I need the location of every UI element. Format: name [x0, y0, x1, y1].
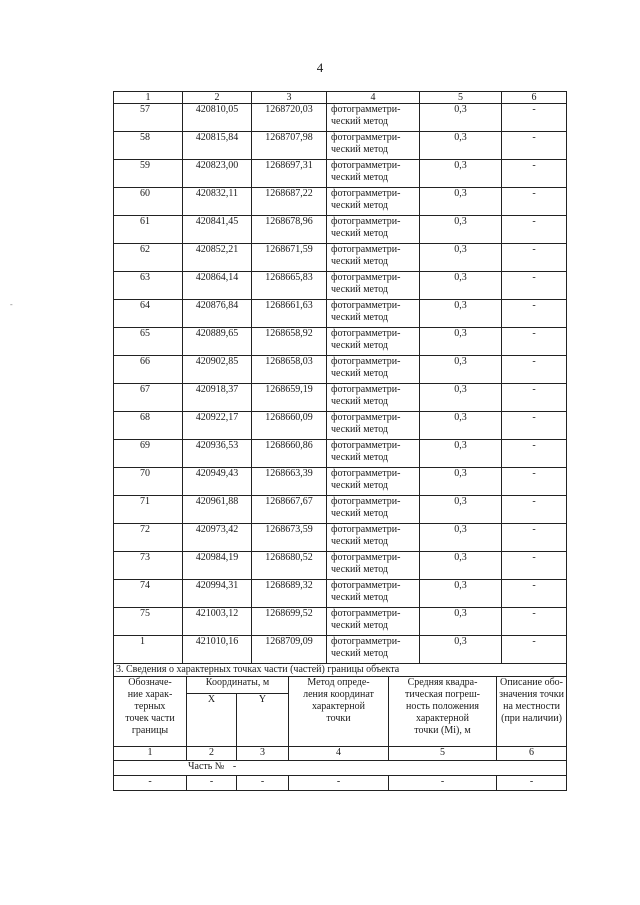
method-cell — [327, 356, 420, 384]
y-coordinate-cell: 1268720,03 — [252, 104, 327, 132]
method-cell — [327, 300, 420, 328]
y-coordinate-cell: 1268687,22 — [252, 188, 327, 216]
table-row — [114, 188, 567, 216]
column-number: 5 — [420, 92, 502, 104]
table-row — [114, 244, 567, 272]
table-row — [114, 440, 567, 468]
x-coordinate-cell: 420810,05 — [183, 104, 252, 132]
method-cell — [327, 580, 420, 608]
empty-cell: - — [497, 776, 567, 791]
x-coordinate-cell: 420918,37 — [183, 384, 252, 412]
table-row — [114, 160, 567, 188]
column-number: 5 — [389, 747, 497, 761]
coordinates-table — [113, 91, 567, 664]
method-cell — [327, 608, 420, 636]
y-coordinate-cell: 1268660,86 — [252, 440, 327, 468]
method-line: ческий метод — [331, 592, 389, 603]
method-cell — [327, 468, 420, 496]
accuracy-cell: 0,3 — [420, 524, 502, 552]
x-coordinate-cell: 420994,31 — [183, 580, 252, 608]
method-line: ческий метод — [331, 620, 389, 631]
header-line: (при наличии) — [501, 713, 562, 724]
description-cell: - — [502, 216, 567, 244]
y-header: Y — [237, 694, 289, 747]
description-cell: - — [502, 328, 567, 356]
point-number-cell: 72 — [114, 524, 183, 552]
method-cell — [327, 552, 420, 580]
y-coordinate-cell: 1268659,19 — [252, 384, 327, 412]
header-line: характерной — [312, 701, 365, 712]
method-line: ческий метод — [331, 284, 389, 295]
empty-cell: - — [114, 776, 187, 791]
column-number: 4 — [327, 92, 420, 104]
point-number-cell: 58 — [114, 132, 183, 160]
header-line: на местности — [503, 701, 560, 712]
header-line: ние харак- — [127, 689, 173, 700]
method-line: ческий метод — [331, 228, 389, 239]
empty-cell: - — [289, 776, 389, 791]
point-number-cell: 59 — [114, 160, 183, 188]
x-coordinate-cell: 420864,14 — [183, 272, 252, 300]
description-cell: - — [502, 524, 567, 552]
point-number-cell: 64 — [114, 300, 183, 328]
accuracy-cell: 0,3 — [420, 440, 502, 468]
section-3-table — [113, 663, 567, 791]
point-number-cell: 70 — [114, 468, 183, 496]
column-number: 6 — [502, 92, 567, 104]
point-number-cell: 71 — [114, 496, 183, 524]
method-cell — [327, 440, 420, 468]
point-number-cell: 1 — [114, 636, 183, 664]
table-row — [114, 328, 567, 356]
table-row — [114, 496, 567, 524]
x-coordinate-cell: 420832,11 — [183, 188, 252, 216]
x-coordinate-cell: 420949,43 — [183, 468, 252, 496]
empty-cell: - — [389, 776, 497, 791]
part-label: Часть № — [188, 761, 225, 772]
x-coordinate-cell: 420961,88 — [183, 496, 252, 524]
y-coordinate-cell: 1268699,52 — [252, 608, 327, 636]
method-line: фотограмметри- — [331, 496, 401, 507]
description-cell: - — [502, 272, 567, 300]
table-row — [114, 272, 567, 300]
method-line: фотограмметри- — [331, 356, 401, 367]
method-line: ческий метод — [331, 256, 389, 267]
accuracy-cell: 0,3 — [420, 216, 502, 244]
method-cell — [327, 216, 420, 244]
method-line: фотограмметри- — [331, 636, 401, 647]
accuracy-cell: 0,3 — [420, 468, 502, 496]
part-number-row — [114, 761, 567, 776]
header-line: точки — [326, 713, 351, 724]
table-row — [114, 636, 567, 664]
description-cell: - — [502, 188, 567, 216]
y-coordinate-cell: 1268707,98 — [252, 132, 327, 160]
method-line: фотограмметри- — [331, 160, 401, 171]
edge-mark: - — [10, 300, 13, 309]
method-cell — [327, 188, 420, 216]
header-line: ления координат — [303, 689, 374, 700]
description-header — [497, 677, 567, 747]
method-line: ческий метод — [331, 340, 389, 351]
method-line: ческий метод — [331, 424, 389, 435]
method-cell — [327, 384, 420, 412]
description-cell: - — [502, 356, 567, 384]
accuracy-cell: 0,3 — [420, 608, 502, 636]
header-line: Обозначе- — [128, 677, 172, 688]
x-coordinate-cell: 420973,42 — [183, 524, 252, 552]
coordinates-header: Координаты, м — [187, 677, 289, 694]
y-coordinate-cell: 1268680,52 — [252, 552, 327, 580]
accuracy-cell: 0,3 — [420, 272, 502, 300]
method-cell — [327, 636, 420, 664]
column-number: 2 — [187, 747, 237, 761]
table-row — [114, 132, 567, 160]
header-line: границы — [131, 725, 169, 736]
accuracy-cell: 0,3 — [420, 104, 502, 132]
y-coordinate-cell: 1268671,59 — [252, 244, 327, 272]
description-cell: - — [502, 160, 567, 188]
method-line: фотограмметри- — [331, 300, 401, 311]
description-cell: - — [502, 608, 567, 636]
column-number: 4 — [289, 747, 389, 761]
point-number-cell: 74 — [114, 580, 183, 608]
description-cell: - — [502, 104, 567, 132]
point-number-cell: 61 — [114, 216, 183, 244]
method-line: фотограмметри- — [331, 328, 401, 339]
header-line: Описание обо- — [500, 677, 564, 688]
header-line: тическая погреш- — [404, 689, 481, 700]
point-number-cell: 57 — [114, 104, 183, 132]
point-number-cell: 73 — [114, 552, 183, 580]
accuracy-cell: 0,3 — [420, 412, 502, 440]
header-line: ность положения — [406, 701, 479, 712]
method-line: фотограмметри- — [331, 552, 401, 563]
method-line: ческий метод — [331, 144, 389, 155]
point-number-cell: 68 — [114, 412, 183, 440]
point-number-cell: 75 — [114, 608, 183, 636]
method-line: фотограмметри- — [331, 384, 401, 395]
method-line: фотограмметри- — [331, 104, 401, 115]
table-row — [114, 412, 567, 440]
description-cell: - — [502, 468, 567, 496]
column-number: 3 — [252, 92, 327, 104]
x-coordinate-cell: 420902,85 — [183, 356, 252, 384]
point-number-cell: 69 — [114, 440, 183, 468]
x-coordinate-cell: 420922,17 — [183, 412, 252, 440]
y-coordinate-cell: 1268658,92 — [252, 328, 327, 356]
table-row — [114, 580, 567, 608]
method-line: фотограмметри- — [331, 272, 401, 283]
table-row — [114, 608, 567, 636]
accuracy-cell: 0,3 — [420, 496, 502, 524]
column-number: 3 — [237, 747, 289, 761]
header-line: значения точки — [499, 689, 564, 700]
method-cell — [327, 328, 420, 356]
x-header: X — [187, 694, 237, 747]
empty-cell: - — [187, 776, 237, 791]
point-number-cell: 60 — [114, 188, 183, 216]
description-cell: - — [502, 132, 567, 160]
x-coordinate-cell: 420823,00 — [183, 160, 252, 188]
description-cell: - — [502, 552, 567, 580]
method-line: ческий метод — [331, 564, 389, 575]
accuracy-cell: 0,3 — [420, 188, 502, 216]
method-line: фотограмметри- — [331, 216, 401, 227]
table-row — [114, 216, 567, 244]
coordinates-table-body — [114, 92, 567, 664]
method-line: фотограмметри- — [331, 412, 401, 423]
x-coordinate-cell: 420984,19 — [183, 552, 252, 580]
table-row — [114, 552, 567, 580]
method-cell — [327, 244, 420, 272]
y-coordinate-cell: 1268661,63 — [252, 300, 327, 328]
accuracy-cell: 0,3 — [420, 552, 502, 580]
x-coordinate-cell: 420841,45 — [183, 216, 252, 244]
accuracy-header — [389, 677, 497, 747]
x-coordinate-cell: 420852,21 — [183, 244, 252, 272]
point-number-cell: 62 — [114, 244, 183, 272]
table-row — [114, 356, 567, 384]
accuracy-cell: 0,3 — [420, 356, 502, 384]
method-line: фотограмметри- — [331, 244, 401, 255]
method-line: ческий метод — [331, 396, 389, 407]
method-line: ческий метод — [331, 116, 389, 127]
x-coordinate-cell: 421003,12 — [183, 608, 252, 636]
page-number: 4 — [316, 60, 324, 75]
method-header — [289, 677, 389, 747]
y-coordinate-cell: 1268709,09 — [252, 636, 327, 664]
y-coordinate-cell: 1268663,39 — [252, 468, 327, 496]
column-number: 1 — [114, 92, 183, 104]
table-row — [114, 104, 567, 132]
header-line: Метод опреде- — [307, 677, 370, 688]
method-cell — [327, 412, 420, 440]
y-coordinate-cell: 1268678,96 — [252, 216, 327, 244]
y-coordinate-cell: 1268697,31 — [252, 160, 327, 188]
method-line: фотограмметри- — [331, 468, 401, 479]
accuracy-cell: 0,3 — [420, 300, 502, 328]
method-cell — [327, 104, 420, 132]
description-cell: - — [502, 580, 567, 608]
section-title: 3. Сведения о характерных точках части (частей) границы объекта — [114, 664, 567, 677]
method-line: ческий метод — [331, 452, 389, 463]
method-line: ческий метод — [331, 480, 389, 491]
x-coordinate-cell: 420936,53 — [183, 440, 252, 468]
accuracy-cell: 0,3 — [420, 636, 502, 664]
x-coordinate-cell: 420815,84 — [183, 132, 252, 160]
y-coordinate-cell: 1268689,32 — [252, 580, 327, 608]
description-cell: - — [502, 636, 567, 664]
point-number-cell: 67 — [114, 384, 183, 412]
method-line: фотограмметри- — [331, 608, 401, 619]
method-cell — [327, 160, 420, 188]
method-line: фотограмметри- — [331, 440, 401, 451]
x-coordinate-cell: 420876,84 — [183, 300, 252, 328]
part-value: - — [232, 761, 237, 772]
empty-cell: - — [237, 776, 289, 791]
method-line: ческий метод — [331, 200, 389, 211]
method-line: фотограмметри- — [331, 580, 401, 591]
method-line: фотограмметри- — [331, 132, 401, 143]
method-line: ческий метод — [331, 312, 389, 323]
description-cell: - — [502, 412, 567, 440]
description-cell: - — [502, 496, 567, 524]
y-coordinate-cell: 1268667,67 — [252, 496, 327, 524]
method-line: ческий метод — [331, 648, 389, 659]
method-line: ческий метод — [331, 172, 389, 183]
method-cell — [327, 132, 420, 160]
y-coordinate-cell: 1268665,83 — [252, 272, 327, 300]
description-cell: - — [502, 244, 567, 272]
table-row — [114, 384, 567, 412]
header-line: точки (Mi), м — [414, 725, 471, 736]
accuracy-cell: 0,3 — [420, 580, 502, 608]
header-line: характерной — [416, 713, 469, 724]
method-line: ческий метод — [331, 368, 389, 379]
y-coordinate-cell: 1268673,59 — [252, 524, 327, 552]
column-number-row — [114, 92, 567, 104]
point-number-cell: 65 — [114, 328, 183, 356]
column-number: 1 — [114, 747, 187, 761]
method-line: ческий метод — [331, 536, 389, 547]
x-coordinate-cell: 421010,16 — [183, 636, 252, 664]
method-cell — [327, 496, 420, 524]
column-number: 2 — [183, 92, 252, 104]
accuracy-cell: 0,3 — [420, 160, 502, 188]
table-row — [114, 300, 567, 328]
method-cell — [327, 524, 420, 552]
method-line: фотограмметри- — [331, 524, 401, 535]
column-number: 6 — [497, 747, 567, 761]
description-cell: - — [502, 300, 567, 328]
description-cell: - — [502, 440, 567, 468]
accuracy-cell: 0,3 — [420, 384, 502, 412]
table-row — [114, 468, 567, 496]
x-coordinate-cell: 420889,65 — [183, 328, 252, 356]
header-line: точек части — [125, 713, 175, 724]
table-row — [114, 524, 567, 552]
header-line: терных — [134, 701, 166, 712]
point-number-cell: 66 — [114, 356, 183, 384]
y-coordinate-cell: 1268658,03 — [252, 356, 327, 384]
method-line: ческий метод — [331, 508, 389, 519]
header-line: Средняя квадра- — [407, 677, 478, 688]
point-number-cell: 63 — [114, 272, 183, 300]
point-designation-header — [114, 677, 187, 747]
accuracy-cell: 0,3 — [420, 244, 502, 272]
y-coordinate-cell: 1268660,09 — [252, 412, 327, 440]
accuracy-cell: 0,3 — [420, 132, 502, 160]
method-line: фотограмметри- — [331, 188, 401, 199]
method-cell — [327, 272, 420, 300]
description-cell: - — [502, 384, 567, 412]
accuracy-cell: 0,3 — [420, 328, 502, 356]
